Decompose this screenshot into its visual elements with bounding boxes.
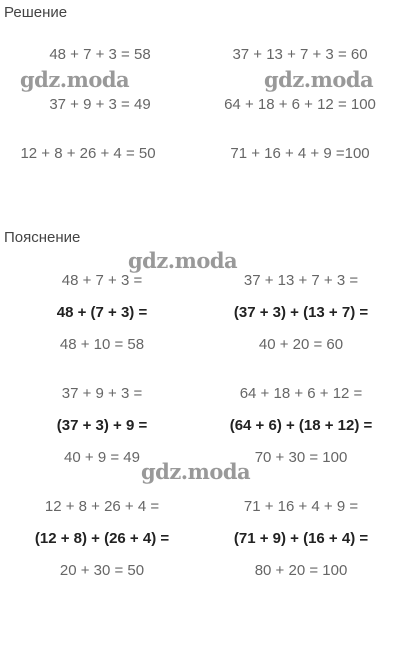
- explanation-eq-result: 48 + 10 = 58: [59, 336, 145, 353]
- explanation-eq-result: 80 + 20 = 100: [254, 562, 348, 579]
- explanation-eq-result: 40 + 9 = 49: [64, 449, 140, 466]
- explanation-eq-grouped: (37 + 3) + (13 + 7) =: [233, 304, 369, 321]
- explanation-eq-grouped: (71 + 9) + (16 + 4) =: [233, 530, 369, 547]
- watermark: gdz.moda: [20, 67, 130, 92]
- solution-eq-right-2: 64 + 18 + 6 + 12 = 100: [224, 96, 376, 113]
- solution-eq-left-3: 12 + 8 + 26 + 4 = 50: [20, 145, 156, 162]
- explanation-eq: 64 + 18 + 6 + 12 =: [239, 385, 363, 402]
- watermark: gdz.moda: [141, 459, 251, 484]
- explanation-eq-grouped: (64 + 6) + (18 + 12) =: [229, 417, 373, 434]
- explanation-eq: 12 + 8 + 26 + 4 =: [44, 498, 160, 515]
- explanation-eq: 37 + 13 + 7 + 3 =: [243, 272, 359, 289]
- solution-heading: Решение: [4, 4, 68, 21]
- explanation-eq-grouped: (12 + 8) + (26 + 4) =: [34, 530, 170, 547]
- explanation-heading: Пояснение: [4, 229, 81, 246]
- solution-eq-left-2: 37 + 9 + 3 = 49: [49, 96, 151, 113]
- explanation-eq: 48 + 7 + 3 =: [61, 272, 143, 289]
- watermark: gdz.moda: [264, 67, 374, 92]
- explanation-eq-result: 20 + 30 = 50: [59, 562, 145, 579]
- explanation-eq-grouped: (37 + 3) + 9 =: [56, 417, 148, 434]
- explanation-eq: 71 + 16 + 4 + 9 =: [243, 498, 359, 515]
- explanation-eq-grouped: 48 + (7 + 3) =: [56, 304, 148, 321]
- watermark: gdz.moda: [128, 248, 238, 273]
- explanation-eq-result: 70 + 30 = 100: [254, 449, 348, 466]
- solution-eq-left-1: 48 + 7 + 3 = 58: [49, 46, 151, 63]
- explanation-eq-result: 40 + 20 = 60: [258, 336, 344, 353]
- solution-eq-right-3: 71 + 16 + 4 + 9 =100: [230, 145, 370, 162]
- solution-eq-right-1: 37 + 13 + 7 + 3 = 60: [232, 46, 368, 63]
- explanation-eq: 37 + 9 + 3 =: [61, 385, 143, 402]
